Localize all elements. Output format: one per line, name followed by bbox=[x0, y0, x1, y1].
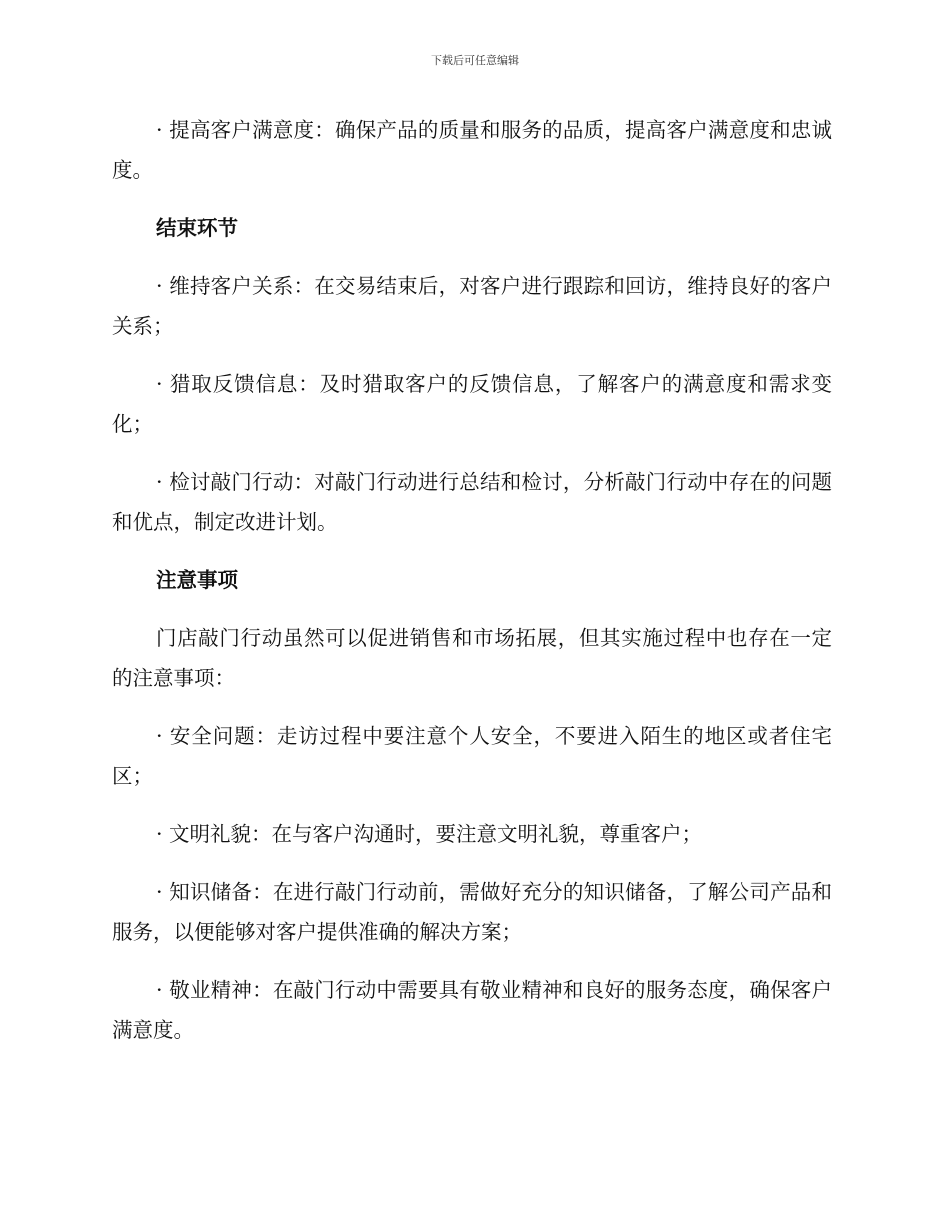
paragraph-safety: · 安全问题：走访过程中要注意个人安全，不要进入陌生的地区或者住宅区； bbox=[112, 724, 832, 788]
paragraph-customer-satisfaction: · 提高客户满意度：确保产品的质量和服务的品质，提高客户满意度和忠诚度。 bbox=[112, 118, 832, 182]
paragraph-knowledge: · 知识储备：在进行敲门行动前，需做好充分的知识储备，了解公司产品和服务，以便能够对客户提供准确的解决方案； bbox=[112, 880, 832, 944]
paragraph-maintain-relationship: · 维持客户关系：在交易结束后，对客户进行跟踪和回访，维持良好的客户关系； bbox=[112, 274, 832, 338]
paragraph-collect-feedback: · 猎取反馈信息：及时猎取客户的反馈信息，了解客户的满意度和需求变化； bbox=[112, 372, 832, 436]
section-heading-notes: 注意事项 bbox=[156, 568, 238, 592]
section-heading-closing: 结束环节 bbox=[156, 216, 238, 240]
document-body bbox=[112, 110, 832, 1068]
page-header: 下载后可任意编辑 bbox=[431, 54, 519, 67]
paragraph-notes-intro: 门店敲门行动虽然可以促进销售和市场拓展，但其实施过程中也存在一定的注意事项： bbox=[112, 626, 832, 690]
paragraph-review-action: · 检讨敲门行动：对敲门行动进行总结和检讨，分析敲门行动中存在的问题和优点，制定改进计划。 bbox=[112, 470, 832, 534]
paragraph-courtesy: · 文明礼貌：在与客户沟通时，要注意文明礼貌，尊重客户； bbox=[156, 822, 703, 846]
paragraph-dedication: · 敬业精神：在敲门行动中需要具有敬业精神和良好的服务态度，确保客户满意度。 bbox=[112, 978, 832, 1042]
